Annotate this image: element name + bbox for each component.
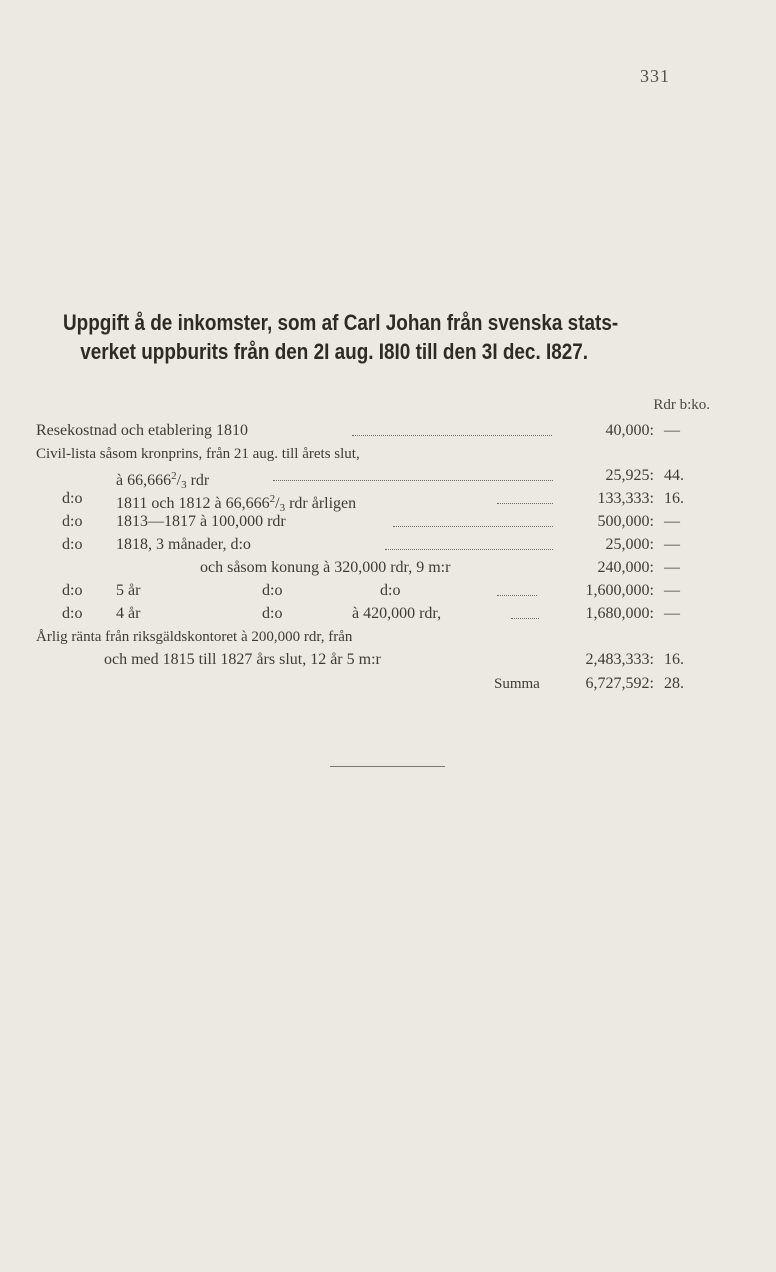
row-fraction: 44. — [664, 467, 684, 484]
row-amount: 2,483,333: — [585, 651, 654, 668]
row-label: 1813—1817 à 100,000 rdr — [116, 513, 286, 530]
row-ditto: d:o — [380, 582, 401, 599]
row-prefix: d:o — [62, 536, 83, 553]
row-prefix: d:o — [62, 582, 83, 599]
table-row — [0, 465, 776, 491]
row-amount: 25,000: — [605, 536, 654, 553]
fraction-numerator: 2 — [171, 470, 177, 482]
fraction-numerator: 2 — [269, 493, 276, 505]
table-row — [0, 534, 776, 556]
total-amount: 6,727,592: — [585, 675, 654, 692]
row-fraction: — — [664, 422, 680, 439]
row-label-part: à 66,666 — [116, 472, 172, 489]
dot-leader — [273, 480, 553, 481]
row-amount: 1,680,000: — [585, 605, 654, 622]
title-line-2: verket uppburits från den 2I aug. I8I0 till den 3I dec. I827. — [80, 339, 589, 364]
row-label: Årlig ränta från riksgäldskontoret à 200,000 rdr, från — [36, 629, 353, 645]
row-label: och med 1815 till 1827 års slut, 12 år 5 m:r — [104, 651, 381, 668]
total-row — [0, 673, 776, 695]
total-fraction: 28. — [664, 675, 684, 692]
row-amount: 500,000: — [597, 513, 654, 530]
page-number: 331 — [640, 66, 670, 86]
table-row — [0, 420, 776, 442]
table-row — [0, 626, 776, 648]
row-fraction: — — [664, 582, 680, 599]
table-row — [0, 603, 776, 625]
row-prefix: d:o — [62, 490, 83, 507]
row-prefix: d:o — [62, 513, 83, 530]
row-fraction: 16. — [664, 490, 684, 507]
total-label: Summa — [494, 676, 540, 692]
fraction-slash: / — [275, 495, 280, 512]
row-label: och såsom konung à 320,000 rdr, 9 m:r — [200, 559, 451, 576]
row-label: Civil-lista såsom kronprins, från 21 aug. till årets slut, — [36, 446, 360, 462]
row-amount: 25,925: — [605, 467, 654, 484]
table-row — [0, 511, 776, 533]
row-period: 4 år — [116, 605, 141, 622]
closing-rule — [330, 766, 445, 767]
row-amount: 240,000: — [597, 559, 654, 576]
row-fraction: — — [664, 559, 680, 576]
row-fraction: — — [664, 513, 680, 530]
row-prefix: d:o — [62, 605, 83, 622]
row-amount: 133,333: — [597, 490, 654, 507]
fraction-slash: / — [176, 472, 182, 489]
page-title — [63, 308, 631, 366]
row-label-part: rdr — [186, 472, 210, 489]
table-row — [0, 488, 776, 514]
row-label-part: rdr årligen — [285, 495, 357, 512]
table-row — [0, 443, 776, 465]
fraction-denominator: 3 — [279, 502, 286, 514]
row-fraction: — — [664, 536, 680, 553]
row-amount: 1,600,000: — [585, 582, 654, 599]
fraction-denominator: 3 — [181, 479, 187, 491]
row-label: Resekostnad och etablering 1810 — [36, 422, 248, 439]
table-row — [0, 557, 776, 579]
row-fraction: — — [664, 605, 680, 622]
row-amount: 40,000: — [605, 422, 654, 439]
table-row — [0, 580, 776, 602]
table-row — [0, 649, 776, 671]
row-fraction: 16. — [664, 651, 684, 668]
currency-unit-label: Rdr b:ko. — [653, 397, 710, 413]
row-period: 5 år — [116, 582, 141, 599]
row-label-part: 1811 och 1812 à 66,666 — [116, 495, 270, 512]
row-rate: à 420,000 rdr, — [352, 605, 442, 622]
row-ditto: d:o — [262, 605, 283, 622]
title-line-1: Uppgift å de inkomster, som af Carl Johan från svenska stats- — [63, 310, 619, 335]
row-ditto: d:o — [262, 582, 283, 599]
row-label: 1818, 3 månader, d:o — [116, 536, 251, 553]
